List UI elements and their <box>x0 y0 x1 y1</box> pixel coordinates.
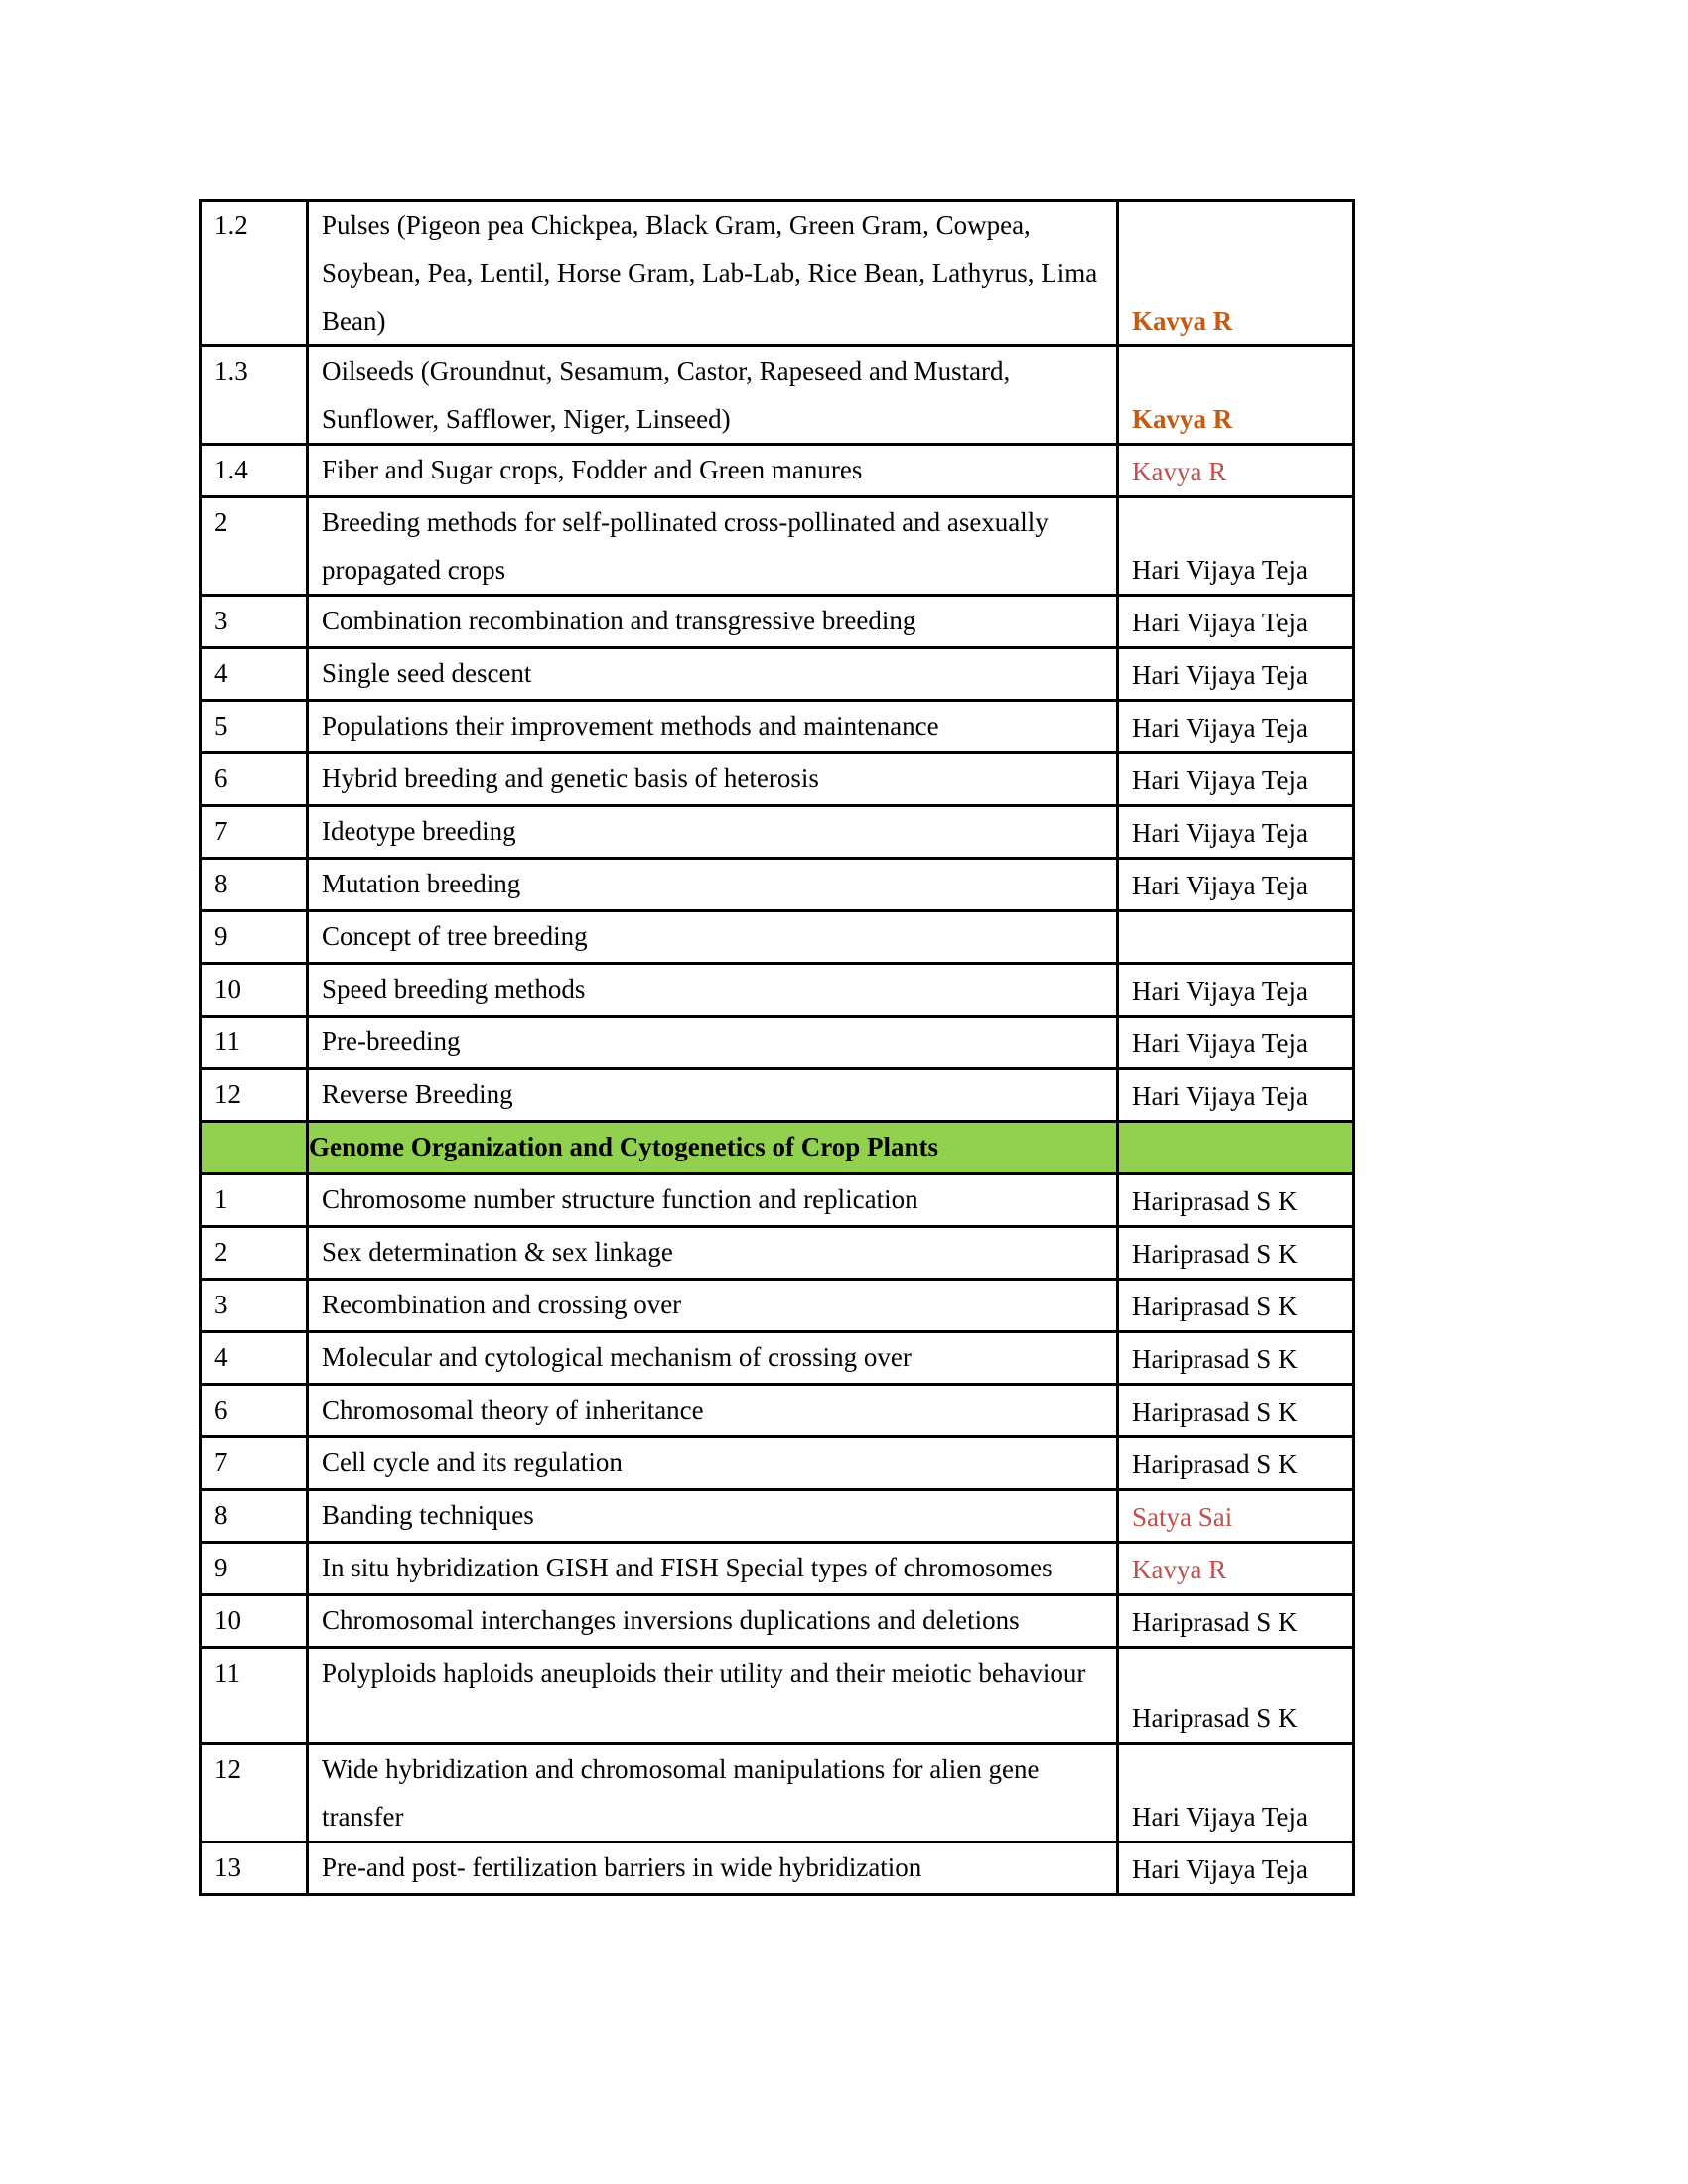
row-topic: Speed breeding methods <box>308 964 1118 1017</box>
table-row <box>201 753 1354 806</box>
row-assignee: Hariprasad S K <box>1118 1437 1354 1490</box>
row-assignee: Hari Vijaya Teja <box>1118 859 1354 911</box>
table-row <box>201 1017 1354 1069</box>
table-row <box>201 1744 1354 1843</box>
row-number: 11 <box>201 1017 308 1069</box>
row-number: 3 <box>201 1280 308 1332</box>
row-topic: Sex determination & sex linkage <box>308 1227 1118 1280</box>
row-number: 2 <box>201 1227 308 1280</box>
row-topic: Pre-breeding <box>308 1017 1118 1069</box>
row-topic: Chromosomal theory of inheritance <box>308 1385 1118 1437</box>
row-topic: Pre-and post- fertilization barriers in wide hybridization <box>308 1843 1118 1895</box>
table-row <box>201 1385 1354 1437</box>
row-topic: Concept of tree breeding <box>308 911 1118 964</box>
row-number: 10 <box>201 964 308 1017</box>
row-assignee: Kavya R <box>1118 201 1354 346</box>
row-assignee: Hari Vijaya Teja <box>1118 596 1354 648</box>
row-assignee: Hari Vijaya Teja <box>1118 701 1354 753</box>
table-row <box>201 596 1354 648</box>
table-body-breeding <box>201 201 1354 1122</box>
row-number: 4 <box>201 648 308 701</box>
row-topic: Pulses (Pigeon pea Chickpea, Black Gram, Green Gram, Cowpea, Soybean, Pea, Lentil, Horse Gram, Lab-Lab, Rice Bean, Lathyrus, Lima Bean) <box>308 201 1118 346</box>
row-number: 1.2 <box>201 201 308 346</box>
table-row <box>201 911 1354 964</box>
row-assignee: Hari Vijaya Teja <box>1118 1017 1354 1069</box>
table-row <box>201 859 1354 911</box>
row-assignee: Hari Vijaya Teja <box>1118 497 1354 596</box>
row-assignee: Kavya R <box>1118 346 1354 445</box>
row-topic: Cell cycle and its regulation <box>308 1437 1118 1490</box>
table-row <box>201 1069 1354 1122</box>
row-topic: Fiber and Sugar crops, Fodder and Green manures <box>308 445 1118 497</box>
row-number: 7 <box>201 1437 308 1490</box>
section-number-cell <box>201 1122 308 1174</box>
row-assignee: Hariprasad S K <box>1118 1648 1354 1744</box>
row-assignee: Hariprasad S K <box>1118 1385 1354 1437</box>
row-topic: Populations their improvement methods and maintenance <box>308 701 1118 753</box>
row-number: 6 <box>201 1385 308 1437</box>
row-number: 9 <box>201 911 308 964</box>
row-number: 8 <box>201 859 308 911</box>
row-number: 11 <box>201 1648 308 1744</box>
topics-table <box>199 199 1355 1896</box>
row-topic: Combination recombination and transgressive breeding <box>308 596 1118 648</box>
row-topic: Polyploids haploids aneuploids their utility and their meiotic behaviour <box>308 1648 1118 1744</box>
row-assignee: Hari Vijaya Teja <box>1118 648 1354 701</box>
row-number: 9 <box>201 1543 308 1595</box>
row-assignee: Hari Vijaya Teja <box>1118 1744 1354 1843</box>
table-row <box>201 1595 1354 1648</box>
row-topic: Breeding methods for self-pollinated cross-pollinated and asexually propagated crops <box>308 497 1118 596</box>
table-row <box>201 346 1354 445</box>
row-number: 1.4 <box>201 445 308 497</box>
table-row <box>201 1437 1354 1490</box>
row-topic: Molecular and cytological mechanism of crossing over <box>308 1332 1118 1385</box>
row-topic: Reverse Breeding <box>308 1069 1118 1122</box>
table-row <box>201 1174 1354 1227</box>
table-row <box>201 648 1354 701</box>
row-topic: Banding techniques <box>308 1490 1118 1543</box>
row-number: 12 <box>201 1069 308 1122</box>
row-assignee: Hari Vijaya Teja <box>1118 806 1354 859</box>
row-number: 6 <box>201 753 308 806</box>
row-topic: Recombination and crossing over <box>308 1280 1118 1332</box>
row-assignee <box>1118 911 1354 964</box>
row-number: 13 <box>201 1843 308 1895</box>
row-number: 4 <box>201 1332 308 1385</box>
row-assignee: Hari Vijaya Teja <box>1118 1843 1354 1895</box>
table-row <box>201 701 1354 753</box>
table-row <box>201 1648 1354 1744</box>
row-assignee: Satya Sai <box>1118 1490 1354 1543</box>
row-number: 10 <box>201 1595 308 1648</box>
row-number: 12 <box>201 1744 308 1843</box>
row-number: 1.3 <box>201 346 308 445</box>
row-assignee: Hariprasad S K <box>1118 1332 1354 1385</box>
table-body-cytogenetics <box>201 1174 1354 1895</box>
row-topic: Ideotype breeding <box>308 806 1118 859</box>
row-topic: Chromosomal interchanges inversions duplications and deletions <box>308 1595 1118 1648</box>
row-topic: Single seed descent <box>308 648 1118 701</box>
row-number: 8 <box>201 1490 308 1543</box>
row-topic: Oilseeds (Groundnut, Sesamum, Castor, Rapeseed and Mustard, Sunflower, Safflower, Niger, Linseed) <box>308 346 1118 445</box>
table-row <box>201 445 1354 497</box>
row-assignee: Hariprasad S K <box>1118 1227 1354 1280</box>
row-assignee: Kavya R <box>1118 1543 1354 1595</box>
section-title: Genome Organization and Cytogenetics of Crop Plants <box>308 1122 1118 1174</box>
row-assignee: Kavya R <box>1118 445 1354 497</box>
table-row <box>201 201 1354 346</box>
row-number: 3 <box>201 596 308 648</box>
table-row <box>201 806 1354 859</box>
section-header-row <box>201 1122 1354 1174</box>
row-topic: Chromosome number structure function and replication <box>308 1174 1118 1227</box>
section-header-body <box>201 1122 1354 1174</box>
row-assignee: Hari Vijaya Teja <box>1118 964 1354 1017</box>
row-assignee: Hariprasad S K <box>1118 1595 1354 1648</box>
row-assignee: Hariprasad S K <box>1118 1280 1354 1332</box>
table-row <box>201 1280 1354 1332</box>
row-number: 1 <box>201 1174 308 1227</box>
table-row <box>201 1227 1354 1280</box>
row-number: 7 <box>201 806 308 859</box>
row-assignee: Hariprasad S K <box>1118 1174 1354 1227</box>
section-name-cell <box>1118 1122 1354 1174</box>
table-row <box>201 1490 1354 1543</box>
row-assignee: Hari Vijaya Teja <box>1118 1069 1354 1122</box>
table-row <box>201 1543 1354 1595</box>
row-topic: In situ hybridization GISH and FISH Special types of chromosomes <box>308 1543 1118 1595</box>
table-row <box>201 497 1354 596</box>
table-row <box>201 1843 1354 1895</box>
row-topic: Wide hybridization and chromosomal manipulations for alien gene transfer <box>308 1744 1118 1843</box>
row-number: 5 <box>201 701 308 753</box>
table-row <box>201 1332 1354 1385</box>
row-topic: Mutation breeding <box>308 859 1118 911</box>
row-topic: Hybrid breeding and genetic basis of heterosis <box>308 753 1118 806</box>
table-row <box>201 964 1354 1017</box>
row-number: 2 <box>201 497 308 596</box>
row-assignee: Hari Vijaya Teja <box>1118 753 1354 806</box>
